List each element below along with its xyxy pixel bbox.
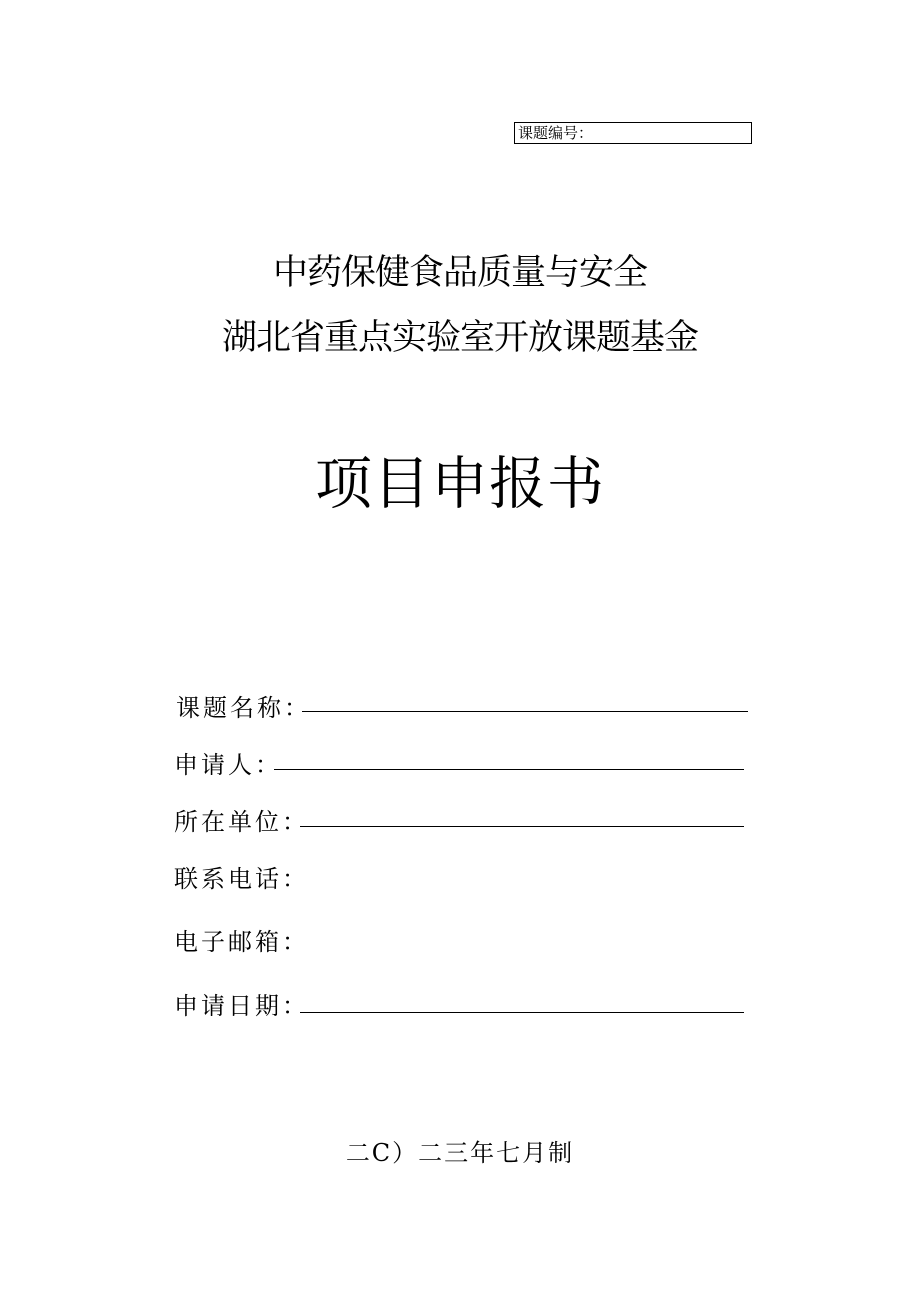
field-label-date: 申请日期：: [174, 992, 309, 1020]
title-line-1: 中药保健食品质量与安全: [272, 253, 647, 293]
field-label-phone: 联系电话：: [174, 865, 309, 893]
field-line-applicant[interactable]: [274, 769, 744, 770]
field-row-email: [0, 922, 920, 962]
field-row-applicant: [0, 745, 920, 785]
field-label-topic-name: 课题名称：: [176, 694, 311, 722]
main-title: 项目申报书: [315, 451, 605, 517]
field-line-topic-name[interactable]: [302, 711, 748, 712]
field-line-date[interactable]: [300, 1012, 744, 1013]
field-line-organization[interactable]: [300, 826, 744, 827]
field-label-applicant: 申请人：: [174, 751, 282, 779]
field-row-topic-name: [0, 688, 920, 728]
field-label-organization: 所在单位：: [174, 808, 309, 836]
field-row-phone: [0, 859, 920, 899]
field-row-organization: [0, 802, 920, 842]
title-line-2: 湖北省重点实验室开放课题基金: [221, 318, 698, 358]
footer-date-text: 二C）二三年七月制: [345, 1139, 575, 1167]
field-label-email: 电子邮箱：: [174, 928, 309, 956]
field-row-date: [0, 986, 920, 1026]
topic-number-label: 课题编号：: [518, 124, 594, 142]
topic-number-box: [514, 122, 752, 144]
